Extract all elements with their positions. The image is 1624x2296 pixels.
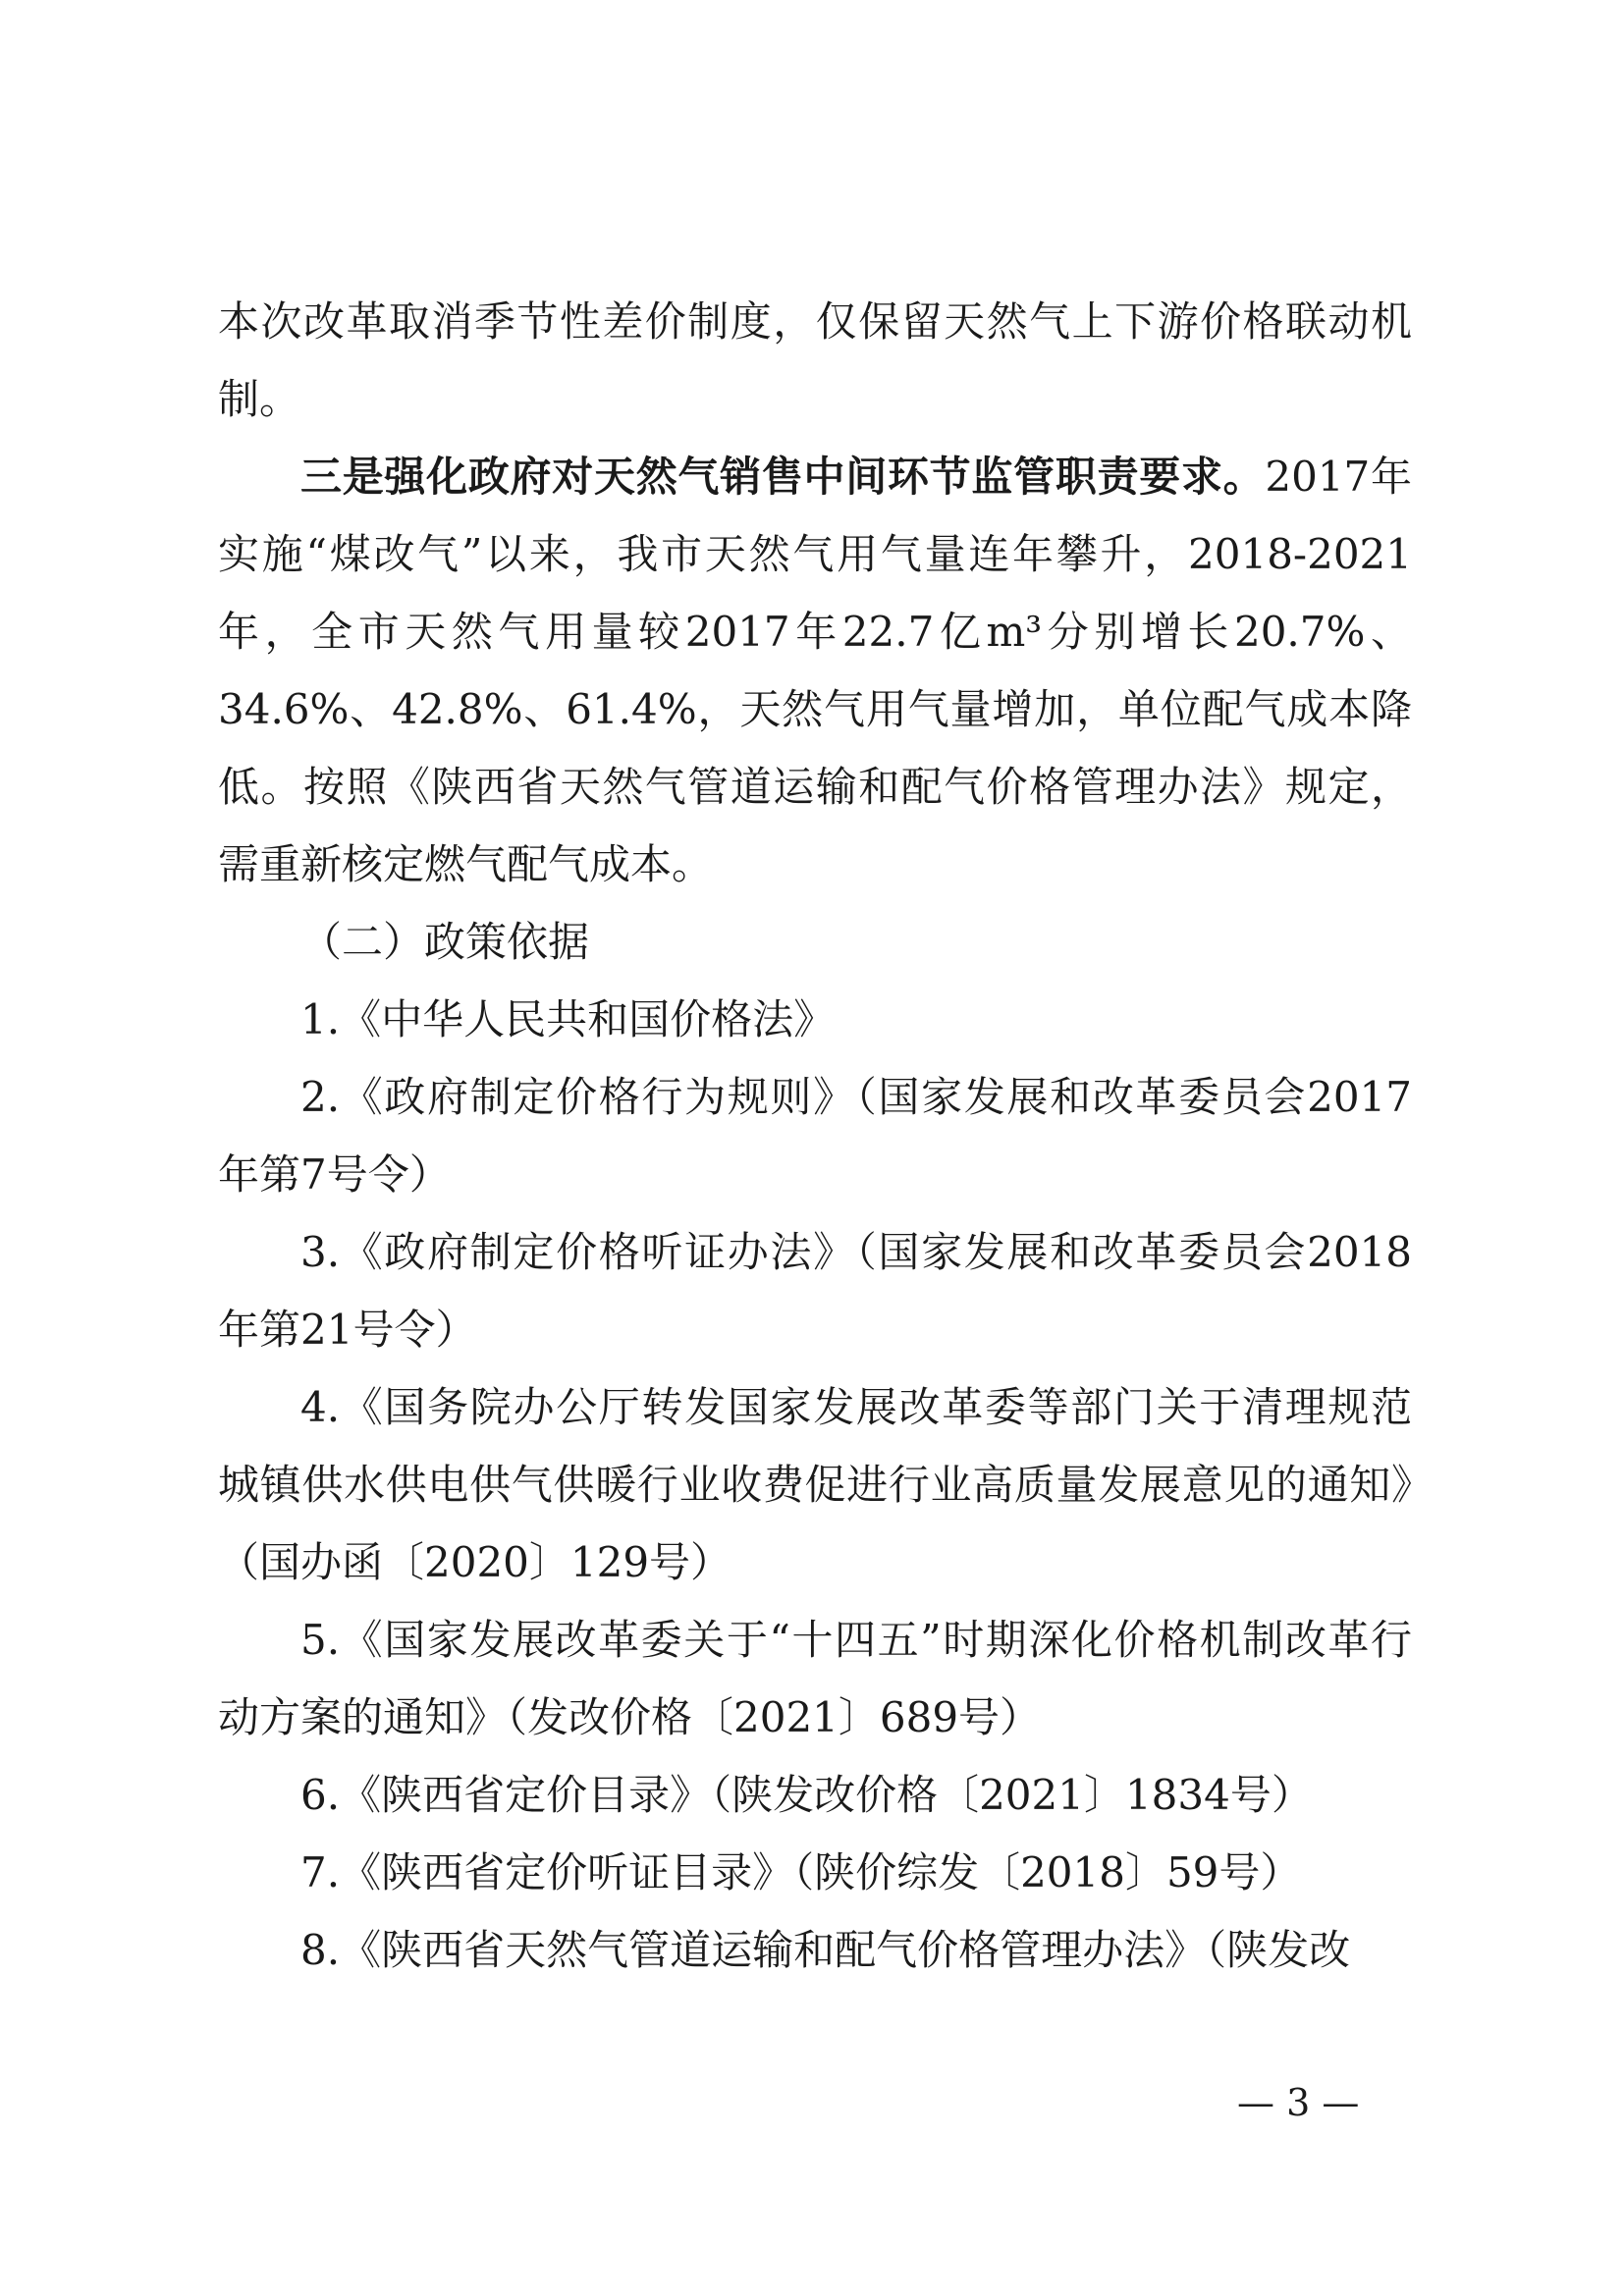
list-item-text: 5.《国家发展改革委关于“十四五”时期深化价格机制改革行动方案的通知》（发改价格〔2021〕689号）	[218, 1616, 1412, 1741]
paragraph-continuation	[218, 283, 1412, 438]
document-body	[218, 283, 1412, 1989]
section-heading-policy-basis	[218, 903, 1412, 981]
page-number: — 3 —	[1237, 2081, 1360, 2124]
list-item-7	[218, 1834, 1412, 1911]
list-item-text: 4.《国务院办公厅转发国家发展改革委等部门关于清理规范城镇供水供电供气供暖行业收费促进行业高质量发展意见的通知》（国办函〔2020〕129号）	[218, 1383, 1412, 1586]
section-heading-text: （二）政策依据	[300, 918, 590, 966]
list-item-1	[218, 981, 1412, 1058]
list-item-4	[218, 1368, 1412, 1601]
list-item-text: 7.《陕西省定价听证目录》（陕价综发〔2018〕59号）	[300, 1848, 1302, 1896]
paragraph-text: 2017年实施“煤改气”以来，我市天然气用气量连年攀升，2018-2021年，全市天然气用量较2017年22.7亿m³分别增长20.7%、34.6%、42.8%、61.4%，天然气用气量增加，单位配气成本降低。按照《陕西省天然气管道运输和配气价格管理办法》规定，需重新核定燃气配气成本。	[218, 453, 1412, 888]
list-item-2	[218, 1058, 1412, 1213]
paragraph-text: 本次改革取消季节性差价制度，仅保留天然气上下游价格联动机制。	[218, 297, 1412, 423]
list-item-6	[218, 1756, 1412, 1834]
list-item-text: 3.《政府制定价格听证办法》（国家发展和改革委员会2018年第21号令）	[218, 1228, 1412, 1354]
list-item-8	[218, 1911, 1412, 1989]
paragraph-lead-bold: 三是强化政府对天然气销售中间环节监管职责要求。	[300, 453, 1266, 501]
paragraph-supervision	[218, 438, 1412, 903]
list-item-5	[218, 1601, 1412, 1756]
list-item-text: 1.《中华人民共和国价格法》	[300, 995, 836, 1043]
list-item-3	[218, 1213, 1412, 1368]
list-item-text: 2.《政府制定价格行为规则》（国家发展和改革委员会2017年第7号令）	[218, 1073, 1412, 1199]
list-item-text: 8.《陕西省天然气管道运输和配气价格管理办法》（陕发改	[300, 1926, 1351, 1974]
list-item-text: 6.《陕西省定价目录》（陕发改价格〔2021〕1834号）	[300, 1771, 1313, 1819]
